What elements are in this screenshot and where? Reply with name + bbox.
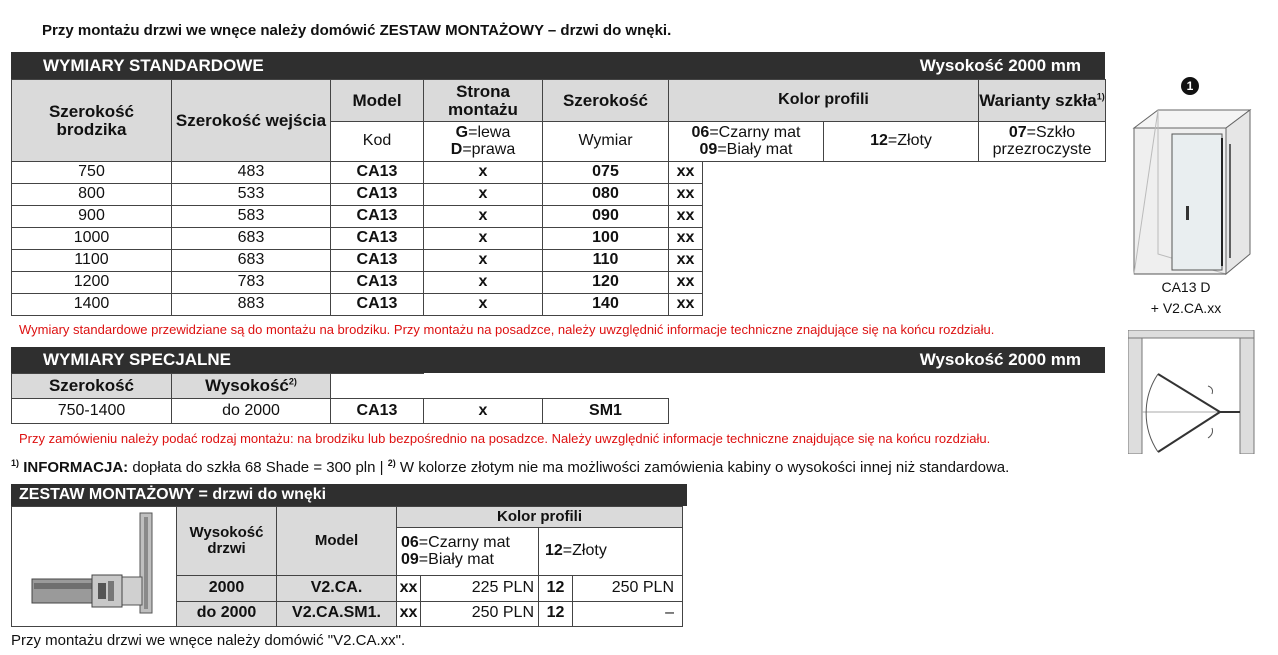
cell-wymiar: 075 [543, 162, 669, 184]
cell-wejscie: 683 [172, 228, 331, 250]
cell-kolor: xx [669, 250, 703, 272]
table-row [12, 272, 1106, 294]
header-strona: Strona montażu [424, 80, 543, 122]
header-kolor-profili: Kolor profili [669, 80, 979, 122]
information-text-2: W kolorze złotym nie ma możliwości zamówienia kabiny o wysokości innej niż standardowa. [395, 459, 1010, 476]
cell-wysokosc: do 2000 [177, 601, 277, 626]
shower-cabin-icon [1128, 108, 1256, 276]
strona-d-text: =prawa [462, 140, 516, 158]
cell-12: 12 [539, 576, 573, 601]
cell-kolor: xx [669, 294, 703, 316]
header-model: Model [331, 80, 424, 122]
cell-wejscie: 533 [172, 184, 331, 206]
zestaw-kolor-06-09 [397, 528, 539, 576]
kolor-06-text: =Czarny mat [709, 123, 801, 141]
cell-strona: x [424, 184, 543, 206]
cell-model: CA13 [331, 162, 424, 184]
cell-wejscie: 583 [172, 206, 331, 228]
kolor-09-code: 09 [699, 140, 718, 158]
cell-12: 12 [539, 601, 573, 626]
cell-xx: xx [397, 576, 421, 601]
cell-price-1: 250 PLN [421, 601, 539, 626]
cell-model: V2.CA. [277, 576, 397, 601]
header-szerokosc-brodzika: Szerokość brodzika [12, 80, 172, 162]
cell-kolor: xx [669, 272, 703, 294]
information-label: INFORMACJA: [23, 459, 129, 476]
szklo-07 [979, 122, 1106, 162]
header-szerokosc-wejscia: Szerokość wejścia [172, 80, 331, 162]
cell-kolor: xx [669, 228, 703, 250]
information-note [11, 458, 1009, 476]
table-row [12, 399, 669, 424]
table-row [12, 228, 1106, 250]
special-table [11, 373, 669, 424]
cell-model: CA13 [331, 250, 424, 272]
zestaw-kolor-12 [539, 528, 683, 576]
kolor-09-text: =Biały mat [418, 550, 494, 568]
cell-brodzik: 750 [12, 162, 172, 184]
cell-model: CA13 [331, 399, 424, 424]
table-row [12, 184, 1106, 206]
cell-wymiar: 140 [543, 294, 669, 316]
cell-strona: x [424, 206, 543, 228]
footnote-1-mark: 1) [11, 458, 20, 468]
special-note: Przy zamówieniu należy podać rodzaj montażu: na brodziku lub bezpośrednio na posadzce. Należy uwzględnić informacje techniczne znajdujące się na końcu rozdziału. [19, 431, 991, 446]
cell-strona: x [424, 272, 543, 294]
cell-strona: x [424, 250, 543, 272]
header-wysokosc-text: Wysokość [205, 376, 289, 396]
cell-price-2: – [573, 601, 683, 626]
figure-caption-2: + V2.CA.xx [1150, 300, 1222, 316]
standard-title: WYMIARY STANDARDOWE [43, 55, 264, 75]
cell-wysokosc: do 2000 [172, 399, 331, 424]
strona-d-code: D [450, 140, 463, 158]
szklo-07-code: 07 [1008, 123, 1027, 141]
special-dimensions-header [11, 347, 1105, 373]
cell-strona: x [424, 228, 543, 250]
kolor-06-text: =Czarny mat [418, 533, 510, 551]
kolor-06-code: 06 [401, 533, 419, 551]
empty-cell [703, 162, 1106, 184]
cell-strona: x [424, 162, 543, 184]
zestaw-footer-note: Przy montażu drzwi we wnęce należy domówić "V2.CA.xx". [11, 632, 406, 649]
cell-wejscie: 683 [172, 250, 331, 272]
header-model: Model [277, 507, 397, 576]
information-text-1: dopłata do szkła 68 Shade = 300 pln | [128, 459, 388, 476]
cell-strona: x [424, 399, 543, 424]
cell-kolor: xx [669, 184, 703, 206]
header-szerokosc: Szerokość [12, 374, 172, 399]
kolor-09-text: =Biały mat [717, 140, 793, 158]
header-warianty-text: Warianty szkła [979, 90, 1097, 110]
cell-xx: xx [397, 601, 421, 626]
header-wysokosc [172, 374, 331, 399]
header-warianty [979, 80, 1106, 122]
footnote-ref-1: 1) [1096, 90, 1105, 101]
kolor-06-code: 06 [691, 123, 710, 141]
cell-price-1: 225 PLN [421, 576, 539, 601]
cell-model: CA13 [331, 184, 424, 206]
table-row [12, 206, 1106, 228]
strona-g-text: =lewa [468, 123, 511, 141]
empty-cell [424, 374, 669, 399]
empty-cell [703, 206, 1106, 228]
empty-cell [703, 250, 1106, 272]
cell-kolor: xx [669, 162, 703, 184]
header-kolor-profili: Kolor profili [397, 507, 683, 528]
zestaw-illustration [12, 507, 177, 627]
empty-cell [703, 228, 1106, 250]
standard-dimensions-header [11, 52, 1105, 79]
door-swing-diagram [1128, 330, 1256, 454]
kolor-09-code: 09 [401, 550, 419, 568]
kod-label: Kod [331, 122, 424, 162]
cell-wejscie: 483 [172, 162, 331, 184]
cell-brodzik: 1200 [12, 272, 172, 294]
zestaw-header [11, 484, 687, 506]
kolor-12-code: 12 [870, 132, 888, 150]
empty-cell [331, 374, 424, 399]
empty-cell [703, 294, 1106, 316]
cell-wymiar: 120 [543, 272, 669, 294]
cell-wymiar: 110 [543, 250, 669, 272]
cell-brodzik: 800 [12, 184, 172, 206]
cell-wysokosc: 2000 [177, 576, 277, 601]
header-wysokosc-drzwi: Wysokość drzwi [177, 507, 277, 576]
cell-model: CA13 [331, 294, 424, 316]
kolor-12-text: =Złoty [887, 132, 932, 150]
cell-model: CA13 [331, 206, 424, 228]
cell-szerokosc: 750-1400 [12, 399, 172, 424]
empty-cell [703, 272, 1106, 294]
footnote-2-mark: 2) [387, 458, 396, 468]
figure-number-badge: 1 [1181, 77, 1199, 95]
cell-wejscie: 883 [172, 294, 331, 316]
cell-strona: x [424, 294, 543, 316]
cell-model: CA13 [331, 272, 424, 294]
empty-cell [703, 184, 1106, 206]
cell-brodzik: 1100 [12, 250, 172, 272]
table-row [12, 162, 1106, 184]
kolor-12-text: =Złoty [562, 542, 607, 560]
header-szerokosc: Szerokość [543, 80, 669, 122]
zestaw-table [11, 506, 683, 627]
cell-brodzik: 1000 [12, 228, 172, 250]
table-row [12, 250, 1106, 272]
standard-table [11, 79, 1106, 316]
wymiar-label: Wymiar [543, 122, 669, 162]
standard-height: Wysokość 2000 mm [919, 55, 1081, 75]
kolor-12 [824, 122, 979, 162]
cell-model: V2.CA.SM1. [277, 601, 397, 626]
cell-brodzik: 1400 [12, 294, 172, 316]
cell-wejscie: 783 [172, 272, 331, 294]
mounting-profile-icon [12, 507, 176, 621]
cell-brodzik: 900 [12, 206, 172, 228]
intro-text: Przy montażu drzwi we wnęce należy domówić ZESTAW MONTAŻOWY – drzwi do wnęki. [42, 22, 672, 39]
zestaw-title: ZESTAW MONTAŻOWY = drzwi do wnęki [19, 486, 327, 503]
strona-options [424, 122, 543, 162]
special-height: Wysokość 2000 mm [919, 350, 1081, 369]
footnote-ref-2: 2) [288, 376, 297, 387]
cell-wymiar: 090 [543, 206, 669, 228]
cell-wymiar: 100 [543, 228, 669, 250]
kolor-12-code: 12 [545, 542, 563, 560]
special-title: WYMIARY SPECJALNE [43, 350, 231, 369]
figure-caption-1: CA13 D [1161, 279, 1211, 295]
cell-model: CA13 [331, 228, 424, 250]
strona-g-code: G [455, 123, 469, 141]
cell-wymiar: 080 [543, 184, 669, 206]
cell-price-2: 250 PLN [573, 576, 683, 601]
kolor-06-09 [669, 122, 824, 162]
cell-kolor: xx [669, 206, 703, 228]
cell-wymiar: SM1 [543, 399, 669, 424]
table-row [12, 294, 1106, 316]
szklo-07-text: =Szkło przezroczyste [992, 123, 1092, 158]
standard-note: Wymiary standardowe przewidziane są do montażu na brodziku. Przy montażu na posadzce, należy uwzględnić informacje techniczne znajdujące się na końcu rozdziału. [19, 322, 995, 337]
